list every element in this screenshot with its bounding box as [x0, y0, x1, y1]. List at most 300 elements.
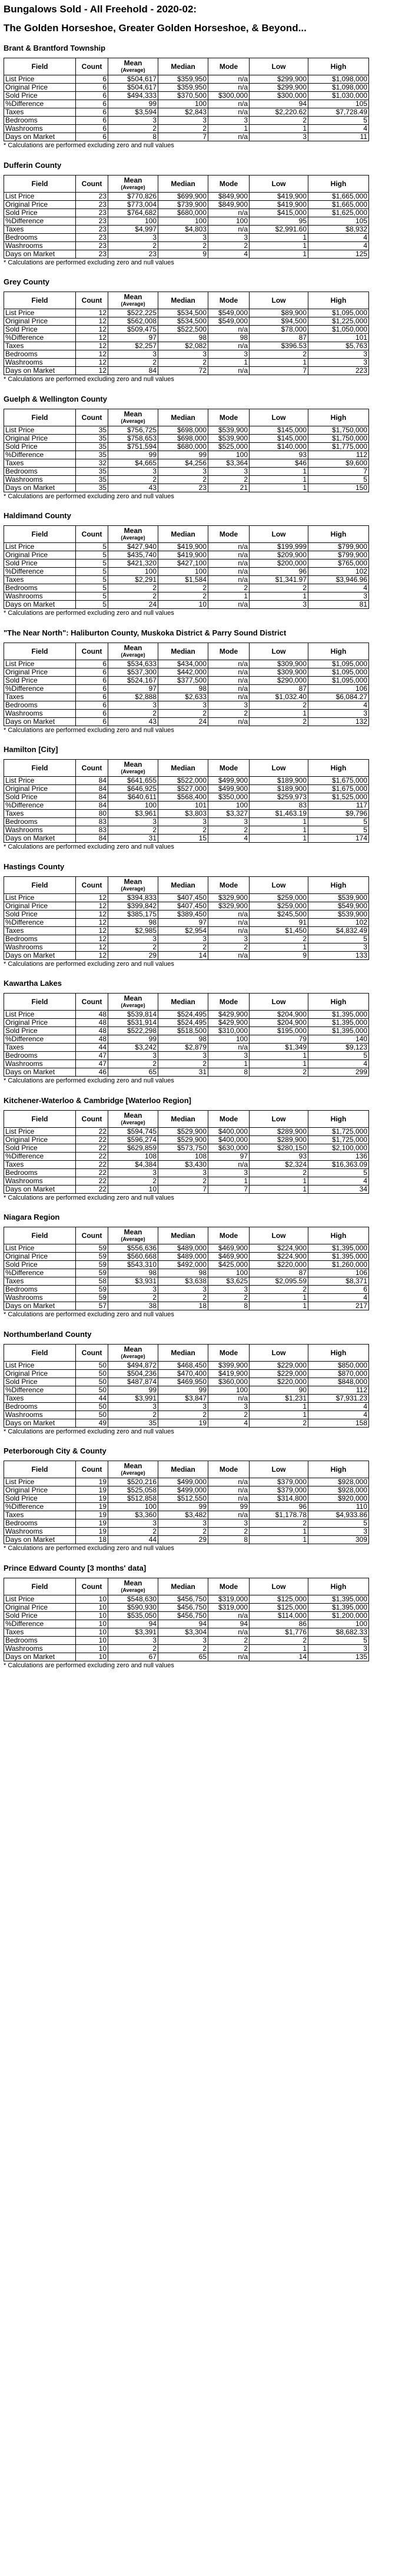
region-section: [4, 1096, 408, 1213]
column-header-low: [250, 409, 308, 426]
value-cell: 2: [108, 1644, 158, 1653]
value-cell: 108: [108, 1152, 158, 1160]
value-cell: 2: [250, 1519, 308, 1528]
value-cell: 3: [108, 1052, 158, 1060]
column-header-count: [76, 175, 108, 192]
value-cell: $3,430: [158, 1160, 208, 1168]
value-cell: n/a: [208, 100, 250, 108]
value-cell: 4: [308, 1402, 369, 1410]
value-cell: 21: [208, 484, 250, 492]
value-cell: 48: [76, 1019, 108, 1027]
column-header-mode: [208, 1344, 250, 1361]
column-header-high: [308, 876, 369, 893]
value-cell: $525,058: [108, 1486, 158, 1495]
field-cell: %Difference: [4, 1152, 76, 1160]
column-header-label: Count: [81, 1348, 102, 1357]
field-cell: Bedrooms: [4, 350, 76, 359]
value-cell: 2: [250, 1286, 308, 1294]
column-header-median: [158, 1344, 208, 1361]
value-cell: 29: [158, 1536, 208, 1544]
field-cell: Taxes: [4, 342, 76, 350]
column-header-sublabel: (Average): [121, 1587, 145, 1593]
value-cell: $4,832.49: [308, 926, 369, 935]
table-row: [4, 1160, 369, 1168]
table-row: [4, 543, 369, 551]
column-header-label: Median: [171, 647, 195, 655]
value-cell: $3,482: [158, 1511, 208, 1519]
column-header-low: [250, 526, 308, 543]
table-row: [4, 317, 369, 326]
region-section: [4, 511, 408, 628]
value-cell: $300,000: [250, 92, 308, 100]
value-cell: 1: [250, 484, 308, 492]
value-cell: 6: [76, 709, 108, 717]
value-cell: $456,750: [158, 1611, 208, 1620]
value-cell: 10: [158, 601, 208, 609]
table-row: [4, 367, 369, 375]
value-cell: 2: [208, 1644, 250, 1653]
column-header-label: High: [330, 530, 347, 538]
column-header-count: [76, 1344, 108, 1361]
value-cell: n/a: [208, 84, 250, 92]
value-cell: 3: [250, 133, 308, 141]
value-cell: 4: [308, 241, 369, 250]
value-cell: 3: [208, 1168, 250, 1177]
value-cell: $539,900: [208, 434, 250, 442]
value-cell: 3: [250, 601, 308, 609]
region-section: [4, 862, 408, 979]
calculation-note: * Calculations are performed excluding zero and null values: [4, 1428, 174, 1435]
value-cell: 5: [308, 117, 369, 125]
value-cell: n/a: [208, 918, 250, 926]
value-cell: $535,050: [108, 1611, 158, 1620]
value-cell: $407,450: [158, 902, 208, 910]
column-header-field: [4, 58, 76, 75]
field-cell: Sold Price: [4, 326, 76, 334]
table-row: [4, 1378, 369, 1386]
value-cell: 12: [76, 317, 108, 326]
value-cell: 150: [308, 484, 369, 492]
value-cell: 3: [208, 350, 250, 359]
value-cell: $5,763: [308, 342, 369, 350]
value-cell: 1: [208, 125, 250, 133]
value-cell: 2: [108, 943, 158, 951]
value-cell: $3,304: [158, 1628, 208, 1636]
region-section: [4, 1213, 408, 1330]
field-cell: List Price: [4, 1127, 76, 1135]
value-cell: 2: [108, 1410, 158, 1419]
value-cell: 50: [76, 1402, 108, 1410]
column-header-label: Median: [171, 62, 195, 71]
column-header-label: Field: [31, 62, 48, 71]
field-cell: Washrooms: [4, 1644, 76, 1653]
value-cell: n/a: [208, 133, 250, 141]
table-row: [4, 133, 369, 141]
table-row: [4, 709, 369, 717]
field-cell: Taxes: [4, 693, 76, 701]
table-row: [4, 326, 369, 334]
table-row: [4, 893, 369, 902]
column-header-field: [4, 175, 76, 192]
header-row: [4, 1344, 369, 1361]
value-cell: 105: [308, 217, 369, 225]
value-cell: $799,900: [308, 543, 369, 551]
value-cell: $539,900: [308, 910, 369, 918]
value-cell: 2: [158, 1410, 208, 1419]
table-row: [4, 125, 369, 133]
value-cell: 5: [76, 568, 108, 576]
value-cell: 1: [250, 592, 308, 601]
column-header-label: Mean: [124, 293, 142, 301]
value-cell: 1: [250, 1528, 308, 1536]
field-cell: Washrooms: [4, 475, 76, 484]
field-cell: List Price: [4, 543, 76, 551]
column-header-label: High: [330, 647, 347, 655]
value-cell: 43: [108, 484, 158, 492]
table-row: [4, 693, 369, 701]
value-cell: $125,000: [250, 1603, 308, 1611]
field-cell: List Price: [4, 309, 76, 317]
field-cell: Washrooms: [4, 241, 76, 250]
value-cell: $1,395,000: [308, 1244, 369, 1253]
field-cell: Sold Price: [4, 793, 76, 802]
value-cell: $529,900: [158, 1127, 208, 1135]
column-header-label: Median: [171, 179, 195, 188]
value-cell: 3: [108, 233, 158, 241]
field-cell: Sold Price: [4, 1027, 76, 1035]
header-row: [4, 1461, 369, 1478]
value-cell: 2: [158, 1060, 208, 1068]
value-cell: 2: [250, 584, 308, 592]
field-cell: Taxes: [4, 1511, 76, 1519]
value-cell: 22: [76, 1177, 108, 1185]
value-cell: 98: [108, 1269, 158, 1277]
column-header-label: Mean: [124, 994, 142, 1002]
column-header-field: [4, 1578, 76, 1595]
field-cell: Days on Market: [4, 484, 76, 492]
field-cell: Bedrooms: [4, 818, 76, 826]
table-row: [4, 200, 369, 208]
value-cell: 19: [76, 1503, 108, 1511]
header-row: [4, 876, 369, 893]
value-cell: 81: [308, 601, 369, 609]
value-cell: 49: [76, 1419, 108, 1427]
value-cell: $522,225: [108, 309, 158, 317]
value-cell: 48: [76, 1035, 108, 1044]
column-header-label: Field: [31, 998, 48, 1006]
stats-table: [4, 993, 369, 1077]
value-cell: 3: [158, 1402, 208, 1410]
value-cell: $399,900: [208, 1361, 250, 1369]
column-header-count: [76, 292, 108, 309]
value-cell: n/a: [208, 568, 250, 576]
value-cell: 12: [76, 350, 108, 359]
calculation-note: * Calculations are performed excluding zero and null values: [4, 843, 174, 850]
column-header-mode: [208, 58, 250, 75]
field-cell: Taxes: [4, 926, 76, 935]
value-cell: $512,550: [158, 1495, 208, 1503]
value-cell: 91: [250, 918, 308, 926]
value-cell: $3,847: [158, 1394, 208, 1402]
column-header-mode: [208, 292, 250, 309]
value-cell: 6: [76, 676, 108, 684]
column-header-high: [308, 175, 369, 192]
value-cell: 35: [76, 434, 108, 442]
field-cell: Sold Price: [4, 1144, 76, 1152]
value-cell: n/a: [208, 910, 250, 918]
value-cell: 46: [76, 1068, 108, 1077]
field-cell: %Difference: [4, 568, 76, 576]
field-cell: List Price: [4, 893, 76, 902]
value-cell: $1,675,000: [308, 777, 369, 785]
value-cell: 3: [308, 709, 369, 717]
column-header-label: Count: [81, 179, 102, 188]
value-cell: $489,000: [158, 1253, 208, 1261]
column-header-label: High: [330, 1348, 347, 1357]
field-cell: %Difference: [4, 1503, 76, 1511]
value-cell: n/a: [208, 717, 250, 726]
column-header-median: [158, 175, 208, 192]
field-cell: %Difference: [4, 1269, 76, 1277]
header-row: [4, 409, 369, 426]
value-cell: $9,123: [308, 1044, 369, 1052]
value-cell: $4,803: [158, 225, 208, 233]
column-header-label: Field: [31, 296, 48, 304]
column-header-sublabel: (Average): [121, 1470, 145, 1476]
field-cell: %Difference: [4, 684, 76, 693]
table-row: [4, 826, 369, 835]
value-cell: 2: [158, 359, 208, 367]
value-cell: 5: [308, 818, 369, 826]
header-row: [4, 1227, 369, 1244]
value-cell: 12: [76, 943, 108, 951]
value-cell: 1: [250, 1644, 308, 1653]
column-header-label: Count: [81, 998, 102, 1006]
value-cell: 10: [76, 1636, 108, 1644]
value-cell: 2: [108, 709, 158, 717]
value-cell: $594,745: [108, 1127, 158, 1135]
value-cell: 12: [76, 334, 108, 342]
table-row: [4, 1636, 369, 1644]
value-cell: 3: [308, 359, 369, 367]
value-cell: 98: [158, 1035, 208, 1044]
table-row: [4, 1628, 369, 1636]
value-cell: $751,594: [108, 442, 158, 451]
column-header-field: [4, 1227, 76, 1244]
stats-table: [4, 58, 369, 141]
column-header-label: Mean: [124, 1228, 142, 1236]
value-cell: 2: [108, 1528, 158, 1536]
value-cell: n/a: [208, 660, 250, 668]
value-cell: 3: [158, 1519, 208, 1528]
table-row: [4, 426, 369, 434]
value-cell: 99: [108, 1035, 158, 1044]
value-cell: $204,900: [250, 1011, 308, 1019]
value-cell: 58: [76, 1277, 108, 1286]
value-cell: $229,000: [250, 1369, 308, 1378]
value-cell: $114,000: [250, 1611, 308, 1620]
value-cell: $427,940: [108, 543, 158, 551]
column-header-low: [250, 760, 308, 777]
value-cell: $1,665,000: [308, 200, 369, 208]
column-header-label: Field: [31, 1465, 48, 1474]
field-cell: Taxes: [4, 1394, 76, 1402]
value-cell: 2: [108, 125, 158, 133]
value-cell: 2: [250, 935, 308, 943]
value-cell: $680,000: [158, 442, 208, 451]
stats-table: [4, 1344, 369, 1428]
value-cell: $280,150: [250, 1144, 308, 1152]
column-header-label: Low: [271, 296, 286, 304]
value-cell: $4,384: [108, 1160, 158, 1168]
stats-table: [4, 175, 369, 259]
value-cell: 2: [158, 475, 208, 484]
column-header-count: [76, 876, 108, 893]
value-cell: $1,750,000: [308, 426, 369, 434]
value-cell: 5: [76, 592, 108, 601]
value-cell: 309: [308, 1536, 369, 1544]
value-cell: $1,349: [250, 1044, 308, 1052]
value-cell: 12: [76, 902, 108, 910]
column-header-label: High: [330, 413, 347, 422]
value-cell: 4: [208, 835, 250, 843]
value-cell: $629,859: [108, 1144, 158, 1152]
value-cell: 12: [76, 926, 108, 935]
field-cell: Washrooms: [4, 1177, 76, 1185]
table-row: [4, 910, 369, 918]
value-cell: 3: [308, 350, 369, 359]
value-cell: $1,675,000: [308, 785, 369, 793]
value-cell: 2: [208, 1636, 250, 1644]
field-cell: %Difference: [4, 334, 76, 342]
value-cell: $9,796: [308, 810, 369, 818]
value-cell: $1,775,000: [308, 442, 369, 451]
value-cell: 2: [208, 1294, 250, 1302]
value-cell: $543,310: [108, 1261, 158, 1269]
value-cell: 97: [208, 1152, 250, 1160]
column-header-high: [308, 643, 369, 660]
column-header-label: Field: [31, 179, 48, 188]
field-cell: Bedrooms: [4, 1168, 76, 1177]
value-cell: 3: [208, 117, 250, 125]
table-row: [4, 117, 369, 125]
value-cell: n/a: [208, 559, 250, 568]
field-cell: %Difference: [4, 100, 76, 108]
field-cell: List Price: [4, 660, 76, 668]
table-row: [4, 434, 369, 442]
value-cell: 23: [108, 250, 158, 258]
table-row: [4, 918, 369, 926]
value-cell: 35: [76, 484, 108, 492]
column-header-label: Median: [171, 1582, 195, 1591]
field-cell: Sold Price: [4, 910, 76, 918]
value-cell: 22: [76, 1135, 108, 1144]
value-cell: 3: [158, 233, 208, 241]
value-cell: 7: [158, 1185, 208, 1193]
value-cell: $549,000: [208, 317, 250, 326]
region-title: Peterborough City & County: [4, 1446, 107, 1455]
value-cell: $319,000: [208, 1595, 250, 1603]
column-header-median: [158, 876, 208, 893]
value-cell: 99: [158, 1386, 208, 1394]
value-cell: 44: [76, 1394, 108, 1402]
stats-table: [4, 1227, 369, 1310]
table-row: [4, 810, 369, 818]
value-cell: $350,000: [208, 793, 250, 802]
table-row: [4, 835, 369, 843]
calculation-note: * Calculations are performed excluding zero and null values: [4, 1194, 174, 1201]
value-cell: 2: [158, 241, 208, 250]
value-cell: $259,000: [250, 902, 308, 910]
field-cell: Days on Market: [4, 250, 76, 258]
table-row: [4, 1402, 369, 1410]
field-cell: Taxes: [4, 459, 76, 467]
value-cell: $8,682.33: [308, 1628, 369, 1636]
value-cell: $596,274: [108, 1135, 158, 1144]
field-cell: Bedrooms: [4, 1052, 76, 1060]
table-row: [4, 1503, 369, 1511]
value-cell: 2: [158, 826, 208, 835]
value-cell: 87: [250, 1269, 308, 1277]
value-cell: $469,900: [208, 1244, 250, 1253]
column-header-mean: [108, 1578, 158, 1595]
value-cell: 132: [308, 717, 369, 726]
value-cell: $189,900: [250, 777, 308, 785]
value-cell: 1: [208, 592, 250, 601]
value-cell: 3: [158, 1286, 208, 1294]
value-cell: 6: [76, 693, 108, 701]
value-cell: n/a: [208, 1495, 250, 1503]
table-row: [4, 208, 369, 217]
value-cell: 99: [158, 451, 208, 459]
value-cell: $78,000: [250, 326, 308, 334]
value-cell: $2,633: [158, 693, 208, 701]
column-header-label: Low: [271, 1114, 286, 1123]
field-cell: Original Price: [4, 1603, 76, 1611]
value-cell: $928,000: [308, 1478, 369, 1486]
value-cell: 3: [108, 818, 158, 826]
value-cell: $220,000: [250, 1261, 308, 1269]
value-cell: 1: [250, 359, 308, 367]
table-row: [4, 1144, 369, 1152]
value-cell: $2,888: [108, 693, 158, 701]
field-cell: %Difference: [4, 1620, 76, 1628]
table-row: [4, 1052, 369, 1060]
value-cell: 99: [108, 1386, 158, 1394]
value-cell: 2: [108, 1177, 158, 1185]
value-cell: $850,000: [308, 1361, 369, 1369]
region-title: Niagara Region: [4, 1213, 60, 1221]
field-cell: Bedrooms: [4, 935, 76, 943]
column-header-field: [4, 409, 76, 426]
value-cell: $3,327: [208, 810, 250, 818]
value-cell: 57: [76, 1302, 108, 1310]
value-cell: 50: [76, 1361, 108, 1369]
value-cell: $1,030,000: [308, 92, 369, 100]
value-cell: $2,985: [108, 926, 158, 935]
value-cell: $520,216: [108, 1478, 158, 1486]
value-cell: 5: [76, 576, 108, 584]
value-cell: $224,900: [250, 1253, 308, 1261]
value-cell: $2,220.62: [250, 108, 308, 117]
field-cell: Bedrooms: [4, 701, 76, 709]
column-header-low: [250, 994, 308, 1011]
field-cell: List Price: [4, 192, 76, 200]
value-cell: 1: [208, 1060, 250, 1068]
value-cell: 35: [76, 426, 108, 434]
column-header-median: [158, 292, 208, 309]
column-header-sublabel: (Average): [121, 301, 145, 307]
